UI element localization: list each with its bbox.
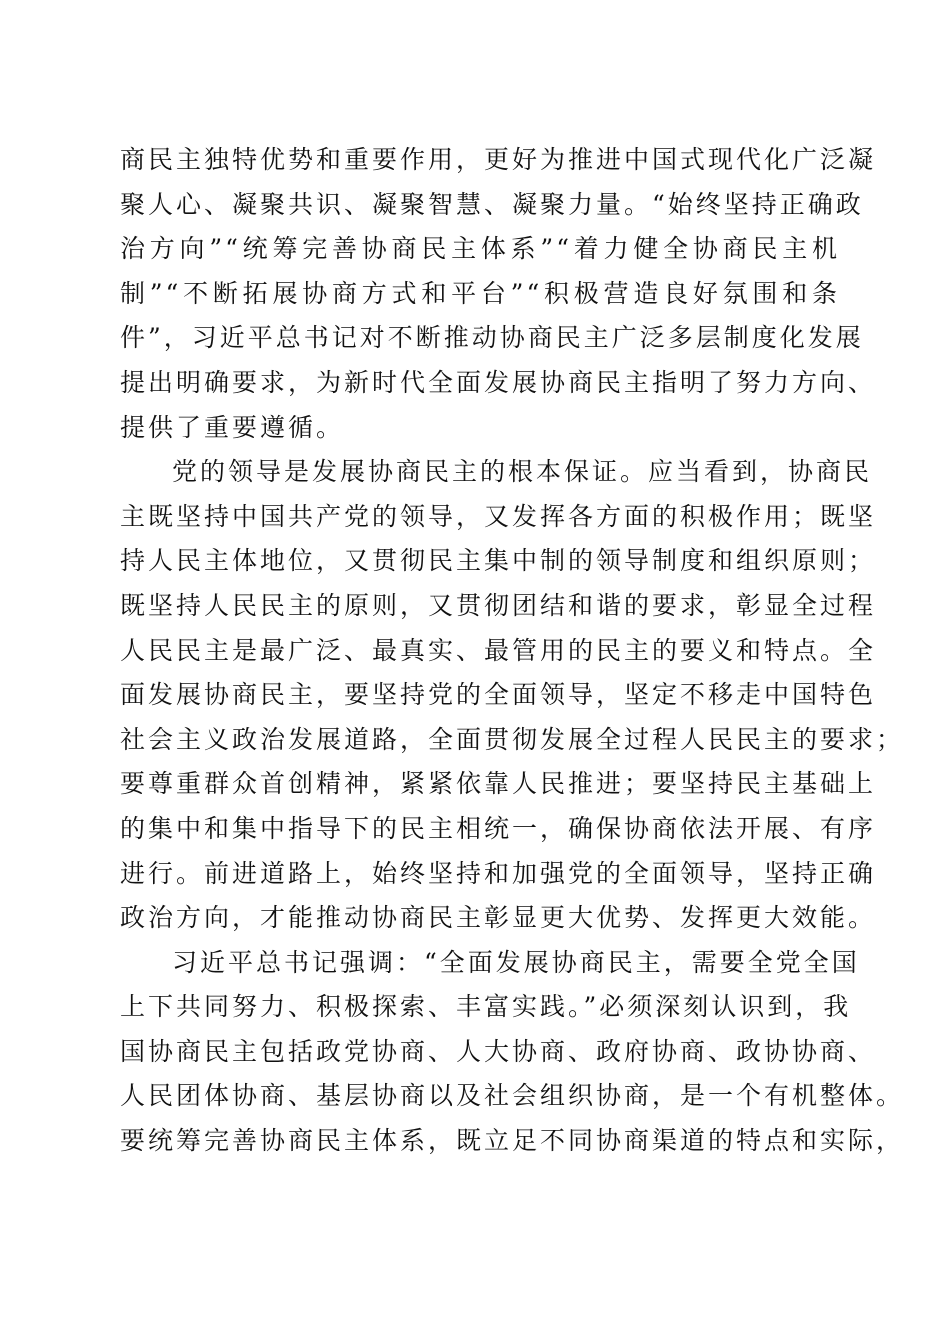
text-line: 面发展协商民主，要坚持党的全面领导，坚定不移走中国特色 [120, 680, 877, 710]
text-line: 商民主独特优势和重要作用，更好为推进中国式现代化广泛凝 [120, 145, 877, 174]
text-line: 人民民主是最广泛、最真实、最管用的民主的要义和特点。全 [120, 635, 877, 665]
text-line: 人民团体协商、基层协商以及社会组织协商，是一个有机整体。 [120, 1081, 905, 1111]
text-line: 进行。前进道路上，始终坚持和加强党的全面领导，坚持正确 [120, 858, 877, 888]
text-line: 国协商民主包括政党协商、人大协商、政府协商、政协协商、 [120, 1036, 877, 1066]
paragraph-1 [120, 138, 877, 450]
text-line: 持人民主体地位，又贯彻民主集中制的领导制度和组织原则； [120, 546, 877, 576]
text-line: 件”，习近平总书记对不断推动协商民主广泛多层制度化发展 [120, 323, 864, 353]
text-line: 的集中和集中指导下的民主相统一，确保协商依法开展、有序 [120, 813, 877, 843]
text-line: 上下共同努力、积极探索、丰富实践。”必须深刻认识到，我 [120, 992, 852, 1022]
text-line: 要尊重群众首创精神，紧紧依靠人民推进；要坚持民主基础上 [120, 769, 877, 799]
text-line: 社会主义政治发展道路，全面贯彻发展全过程人民民主的要求； [120, 724, 905, 754]
paragraph-3 [120, 941, 905, 1164]
text-line: 既坚持人民民主的原则，又贯彻团结和谐的要求，彰显全过程 [120, 590, 877, 620]
text-line: 主既坚持中国共产党的领导，又发挥各方面的积极作用；既坚 [120, 501, 877, 531]
text-line: 制”“不断拓展协商方式和平台”“积极营造良好氛围和条 [120, 278, 840, 308]
body-text [120, 138, 905, 1164]
paragraph-2 [120, 450, 905, 941]
text-line: 习近平总书记强调：“全面发展协商民主，需要全党全国 [172, 947, 860, 977]
text-line: 党的领导是发展协商民主的根本保证。应当看到，协商民 [172, 457, 873, 487]
text-line: 治方向”“统筹完善协商民主体系”“着力健全协商民主机 [120, 234, 840, 264]
text-line: 要统筹完善协商民主体系，既立足不同协商渠道的特点和实际， [120, 1126, 905, 1156]
text-line: 政治方向，才能推动协商民主彰显更大优势、发挥更大效能。 [120, 903, 877, 933]
text-line: 聚人心、凝聚共识、凝聚智慧、凝聚力量。“始终坚持正确政 [120, 189, 864, 219]
text-line: 提供了重要遵循。 [120, 412, 345, 442]
text-line: 提出明确要求，为新时代全面发展协商民主指明了努力方向、 [120, 367, 877, 397]
